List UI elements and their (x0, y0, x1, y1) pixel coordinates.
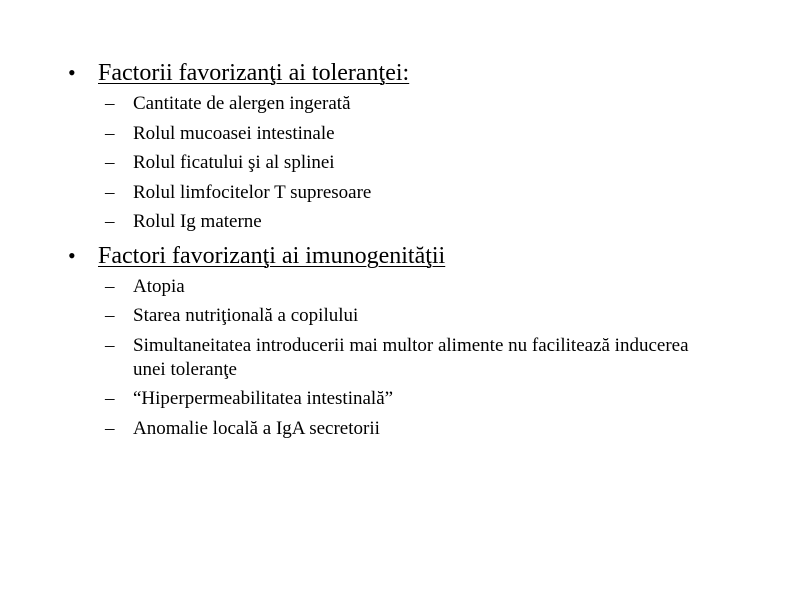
dash-icon: – (105, 275, 115, 297)
section-tolerance-factors (68, 57, 748, 234)
list-item-text: “Hiperpermeabilitatea intestinală” (133, 388, 394, 409)
sub-list (68, 275, 748, 441)
list-item (105, 275, 748, 299)
list-item-text: Anomalie locală a IgA secretorii (133, 417, 380, 439)
sub-list (68, 92, 748, 234)
list-item (105, 92, 748, 116)
list-item (105, 122, 748, 146)
section-heading: Factori favorizanţi ai imunogenităţii (98, 242, 446, 269)
list-item (105, 151, 748, 175)
section-heading: Factorii favorizanţi ai toleranţei: (98, 60, 410, 86)
list-item (105, 387, 748, 411)
dash-icon: – (105, 181, 115, 203)
list-item (105, 304, 748, 328)
section-heading-row (68, 57, 748, 89)
list-item (105, 417, 748, 441)
slide-content (68, 57, 748, 446)
list-item-text: Starea nutriţională a copilului (133, 305, 359, 326)
dash-icon: – (105, 305, 115, 326)
list-item-text: Rolul limfocitelor T supresoare (133, 181, 372, 203)
list-item-text: Cantitate de alergen ingerată (133, 93, 351, 114)
list-item-text: Rolul mucoasei intestinale (133, 122, 335, 144)
list-item-text: Atopia (133, 275, 185, 297)
dash-icon: – (105, 334, 115, 356)
list-item-text: Simultaneitatea introducerii mai multor alimente nu facilitează inducerea unei toleranţe (133, 334, 689, 380)
dash-icon: – (105, 152, 115, 173)
list-item (105, 181, 748, 205)
bullet-icon: • (68, 60, 76, 85)
list-item-text: Rolul Ig materne (133, 211, 262, 232)
dash-icon: – (105, 93, 115, 114)
bullet-icon: • (68, 242, 76, 268)
section-immunogenicity-factors (68, 240, 748, 441)
list-item-text: Rolul ficatului şi al splinei (133, 152, 335, 173)
list-item (105, 210, 748, 234)
section-heading-row (68, 240, 748, 272)
dash-icon: – (105, 122, 115, 144)
dash-icon: – (105, 417, 115, 439)
list-item (105, 334, 748, 382)
dash-icon: – (105, 388, 115, 409)
dash-icon: – (105, 211, 115, 232)
